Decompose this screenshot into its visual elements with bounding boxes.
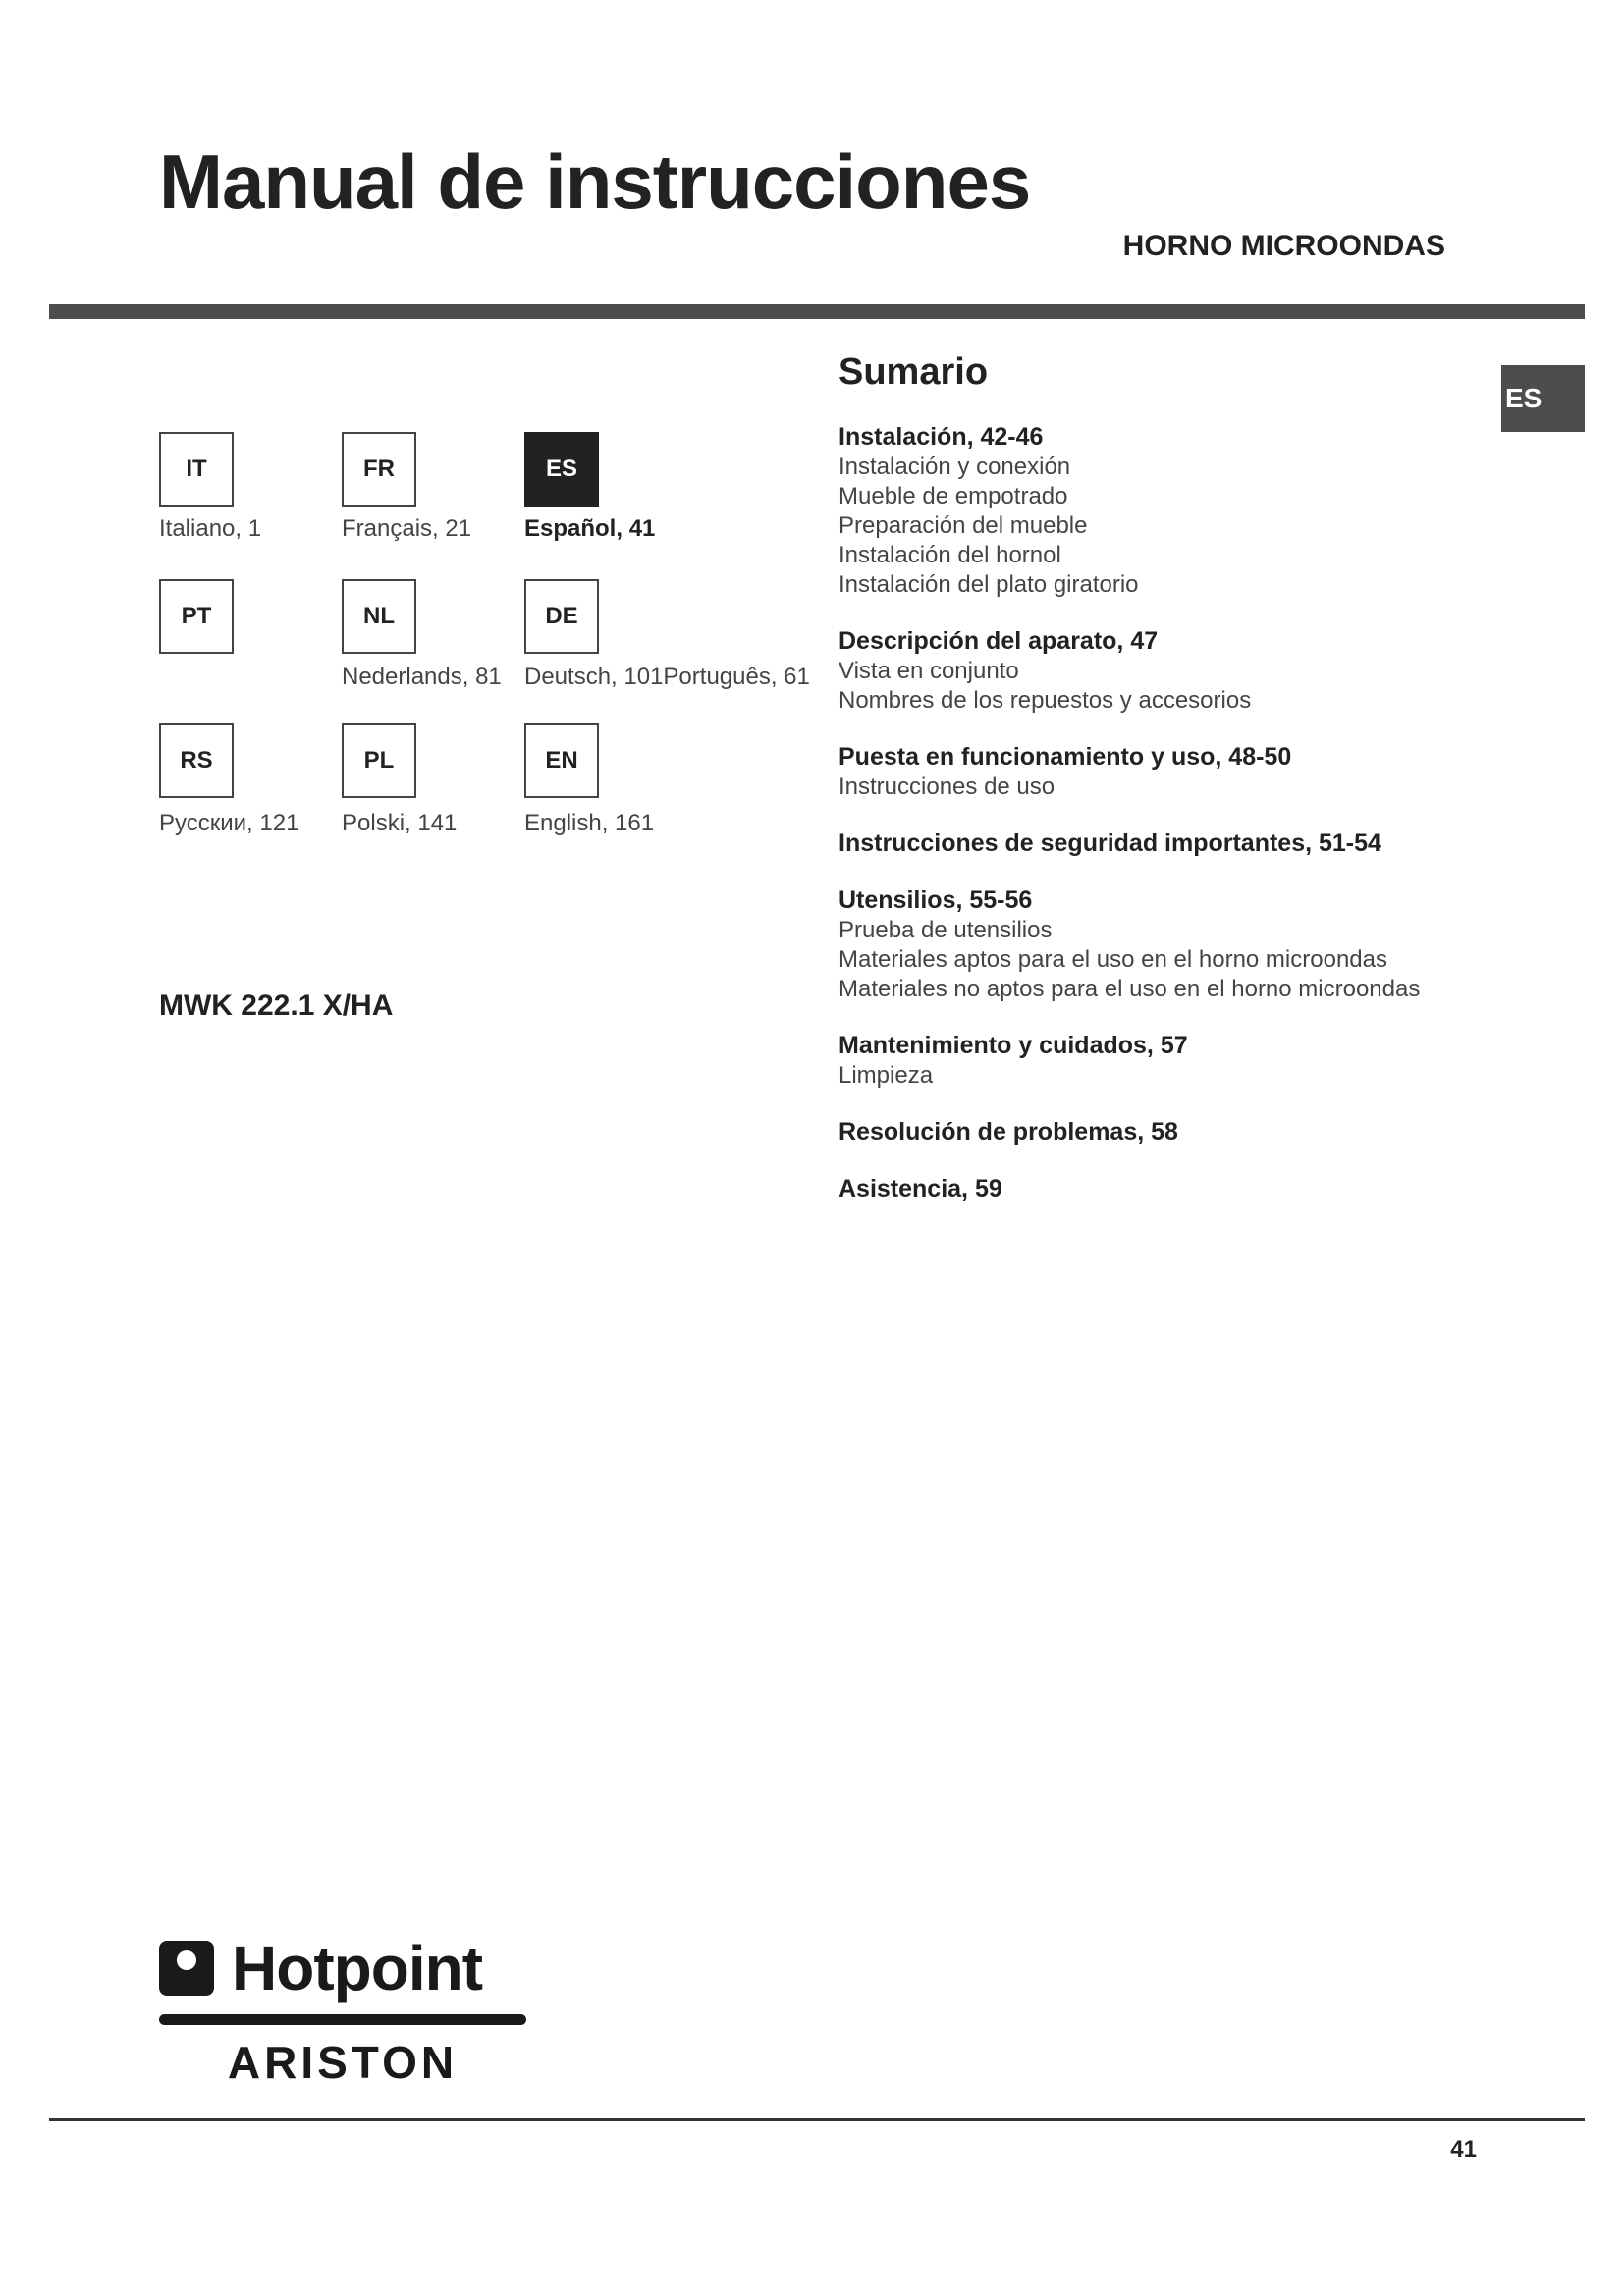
toc-heading: Puesta en funcionamiento y uso, 48-50	[839, 743, 1292, 771]
toc-section	[839, 742, 1545, 802]
toc-item: Instrucciones de uso	[839, 774, 1056, 800]
toc-item: Materiales no aptos para el uso en el horno microondas	[839, 976, 1421, 1002]
toc-item: Mueble de empotrado	[839, 483, 1068, 509]
logo-wordmark: Hotpoint	[232, 1933, 482, 2003]
lang-box-pt: PT	[159, 579, 234, 654]
toc-section	[839, 1031, 1545, 1091]
lang-label-it: Italiano, 1	[159, 515, 262, 542]
toc-item: Instalación del hornol	[839, 542, 1061, 568]
toc-item: Instalación del plato giratorio	[839, 571, 1139, 598]
lang-box-pl: PL	[342, 723, 416, 798]
lang-box-it: IT	[159, 432, 234, 507]
toc-item: Vista en conjunto	[839, 658, 1019, 684]
toc-section	[839, 1117, 1545, 1148]
table-of-contents	[839, 422, 1545, 1231]
toc-heading: Instalación, 42-46	[839, 423, 1044, 451]
lang-label-rs: Русскии, 121	[159, 810, 299, 836]
lang-label-de-pt: Deutsch, 101Português, 61	[524, 664, 810, 690]
logo-mark-icon	[159, 1941, 214, 1996]
toc-item: Instalación y conexión	[839, 454, 1071, 480]
lang-box-rs: RS	[159, 723, 234, 798]
top-divider	[49, 304, 1585, 319]
toc-heading: Instrucciones de seguridad importantes, 51-54	[839, 829, 1381, 857]
lang-label-pl: Polski, 141	[342, 810, 458, 836]
toc-section	[839, 885, 1545, 1004]
lang-label-en: English, 161	[524, 810, 655, 836]
lang-label-fr: Français, 21	[342, 515, 472, 542]
page-title: Manual de instrucciones	[159, 138, 1031, 225]
lang-box-en: EN	[524, 723, 599, 798]
toc-item: Prueba de utensilios	[839, 917, 1053, 943]
toc-heading: Resolución de problemas, 58	[839, 1118, 1178, 1146]
page-number: 41	[1450, 2136, 1477, 2163]
toc-section	[839, 626, 1545, 716]
contents-title: Sumario	[839, 351, 989, 393]
logo-subbrand: ARISTON	[227, 2037, 459, 2088]
lang-box-es: ES	[524, 432, 599, 507]
toc-section	[839, 422, 1545, 600]
logo-bar	[159, 2014, 526, 2025]
lang-label-nl: Nederlands, 81	[342, 664, 502, 690]
toc-item: Nombres de los repuestos y accesorios	[839, 687, 1252, 714]
toc-heading: Descripción del aparato, 47	[839, 627, 1159, 655]
lang-box-nl: NL	[342, 579, 416, 654]
product-type: HORNO MICROONDAS	[1122, 230, 1445, 262]
bottom-divider	[49, 2118, 1585, 2121]
toc-section	[839, 828, 1545, 859]
lang-box-de: DE	[524, 579, 599, 654]
lang-box-fr: FR	[342, 432, 416, 507]
model-number: MWK 222.1 X/HA	[159, 989, 394, 1022]
toc-heading: Asistencia, 59	[839, 1175, 1002, 1202]
toc-heading: Mantenimiento y cuidados, 57	[839, 1032, 1188, 1059]
toc-item: Materiales aptos para el uso en el horno microondas	[839, 946, 1387, 973]
toc-heading: Utensilios, 55-56	[839, 886, 1033, 914]
logo-top	[159, 1932, 530, 2004]
brand-logo	[159, 1932, 530, 2088]
language-tab: ES	[1501, 365, 1585, 432]
toc-section	[839, 1174, 1545, 1204]
toc-item: Limpieza	[839, 1062, 934, 1089]
toc-item: Preparación del mueble	[839, 512, 1088, 539]
lang-label-es: Español, 41	[524, 515, 656, 542]
